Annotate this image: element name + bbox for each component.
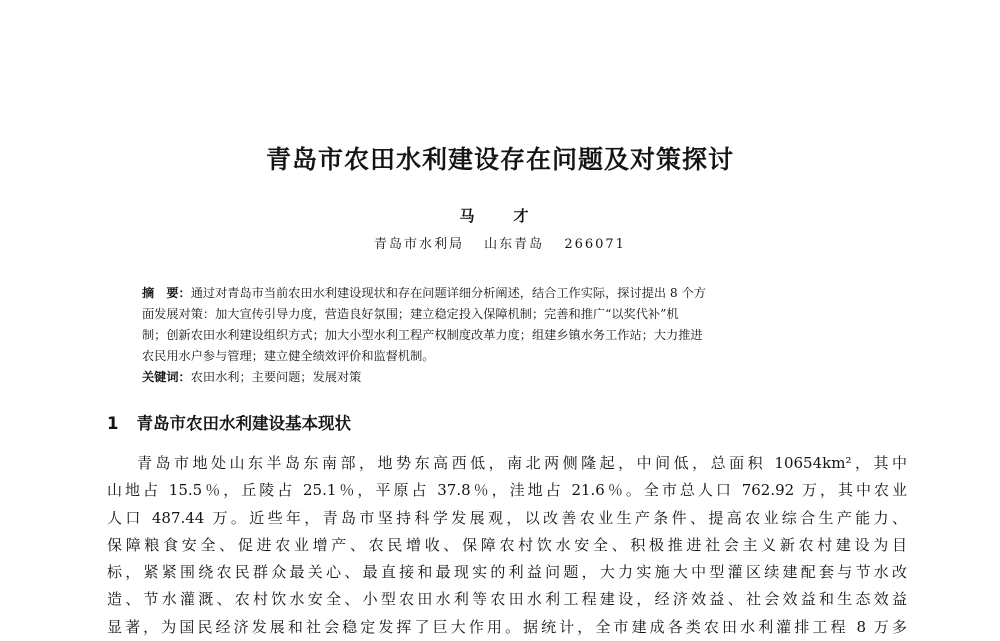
abstract-text-1: 通过对青岛市当前农田水利建设现状和存在问题详细分析阐述，结合工作实际，探讨提出 8 个方 bbox=[190, 286, 706, 300]
affiliation-postcode: 266071 bbox=[564, 237, 626, 252]
author-affiliation bbox=[0, 233, 1000, 252]
body-line-3: 人口 487.44 万。近些年，青岛市坚持科学发展观，以改善农业生产条件、提高农业综合生产能力、 bbox=[107, 508, 907, 527]
keywords-text: 农田水利；主要问题；发展对策 bbox=[190, 370, 362, 384]
body-line-4: 保障粮食安全、促进农业增产、农民增收、保障农村饮水安全、积极推进社会主义新农村建设为目 bbox=[107, 535, 907, 554]
section-number: 1 bbox=[107, 414, 119, 433]
keywords-line bbox=[142, 367, 862, 388]
section-title: 青岛市农田水利建设基本现状 bbox=[136, 414, 351, 433]
body-line-6: 造、节水灌溉、农村饮水安全、小型农田水利等农田水利工程建设，经济效益、社会效益和生态效益 bbox=[107, 590, 907, 609]
keywords-label: 关键词： bbox=[142, 370, 191, 384]
body-line-5: 标，紧紧围绕农民群众最关心、最直接和最现实的利益问题，大力实施大中型灌区续建配套与节水改 bbox=[107, 563, 907, 582]
paper-title: 青岛市农田水利建设存在问题及对策探讨 bbox=[265, 145, 734, 174]
abstract-line-1 bbox=[142, 283, 862, 304]
body-text bbox=[107, 450, 907, 641]
author-name: 马 才 bbox=[459, 207, 541, 225]
body-line-7: 显著，为国民经济发展和社会稳定发挥了巨大作用。据统计，全市建成各类农田水利灌排工程 8 万多 bbox=[107, 617, 907, 636]
abstract-line-3: 制；创新农田水利建设组织方式；加大小型水利工程产权制度改革力度；组建乡镇水务工作站；大力推进 bbox=[142, 328, 703, 342]
abstract-line-4: 农民用水户参与管理；建立健全绩效评价和监督机制。 bbox=[142, 349, 435, 363]
section-heading bbox=[107, 410, 351, 434]
abstract-block bbox=[142, 283, 862, 388]
body-line-2: 山地占 15.5％，丘陵占 25.1％，平原占 37.8％，洼地占 21.6％。全市总人口 762.92 万，其中农业 bbox=[107, 481, 907, 500]
affiliation-org: 青岛市水利局 bbox=[374, 237, 465, 252]
body-line-1: 青岛市地处山东半岛东南部，地势东高西低，南北两侧隆起，中间低，总面积 10654km²，其中 bbox=[137, 454, 907, 472]
affiliation-place: 山东青岛 bbox=[484, 237, 545, 252]
abstract-line-2: 面发展对策：加大宣传引导力度，营造良好氛围；建立稳定投入保障机制；完善和推广“以奖代补”机 bbox=[142, 307, 679, 321]
abstract-label: 摘 要： bbox=[142, 286, 191, 300]
